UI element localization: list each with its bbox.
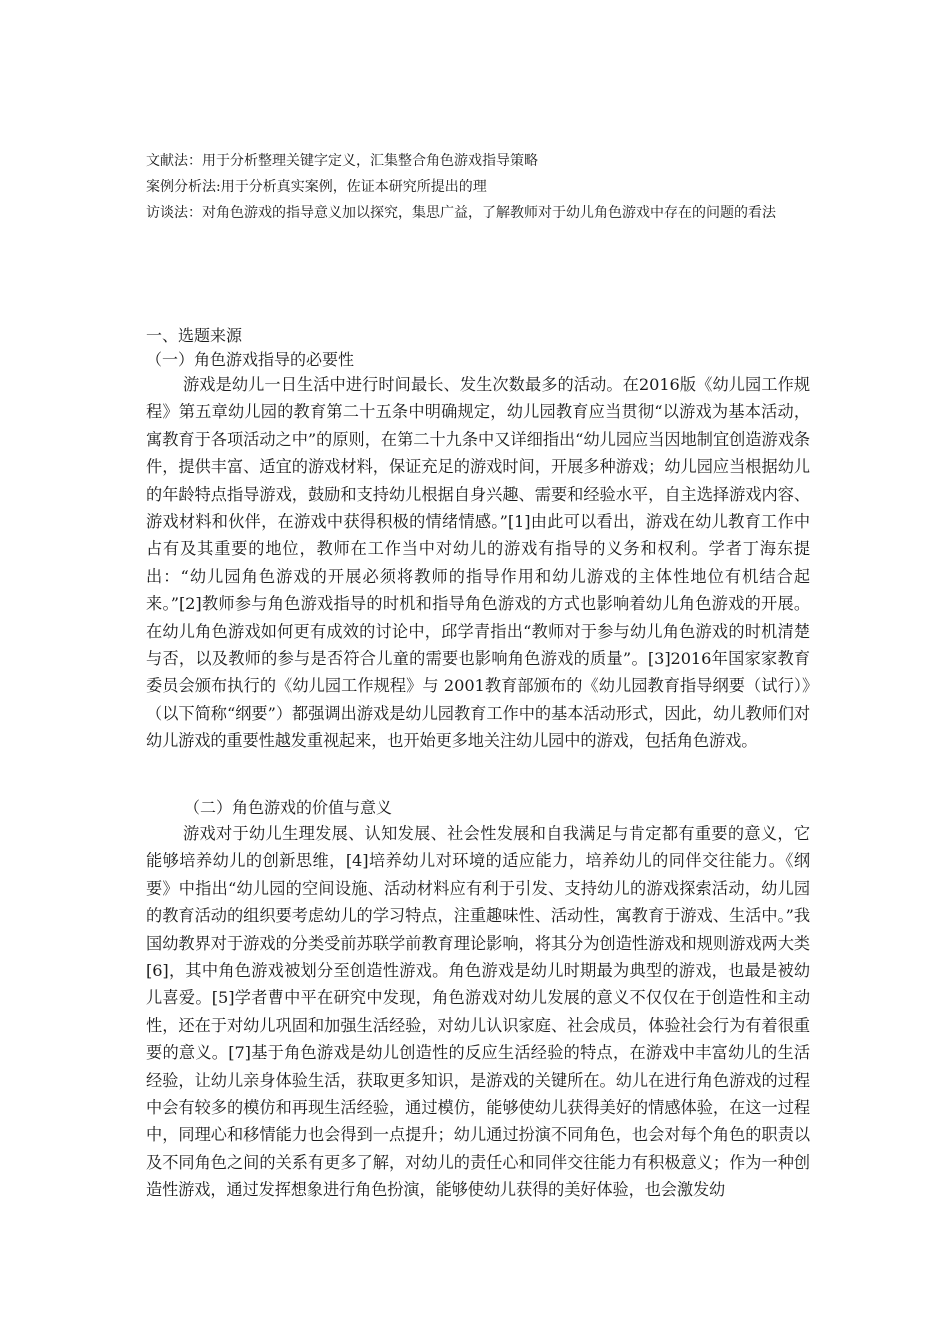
subsection-title-necessity: （一）角色游戏指导的必要性	[146, 350, 355, 369]
method-interview: 访谈法：对角色游戏的指导意义加以探究，集思广益，了解教师对于幼儿角色游戏中存在的问题的看法	[146, 205, 776, 221]
section-title: 一、选题来源	[146, 326, 243, 345]
subsection-title-value: （二）角色游戏的价值与意义	[184, 798, 393, 817]
paragraph-value: 游戏对于幼儿生理发展、认知发展、社会性发展和自我满足与肯定都有重要的意义，它能够培养幼儿的创新思维，[4]培养幼儿对环境的适应能力，培养幼儿的同伴交往能力。《纲要》中指出“幼儿园的空间设施、活动材料应有利于引发、支持幼儿的游戏探索活动，幼儿园的教育活动的组织要考虑幼儿的学习特点，注重趣味性、活动性，寓教育于游戏、生活中。”我国幼教界对于游戏的分类受前苏联学前教育理论影响，将其分为创造性游戏和规则游戏两大类[6]，其中角色游戏被划分至创造性游戏。角色游戏是幼儿时期最为典型的游戏，也最是被幼儿喜爱。[5]学者曹中平在研究中发现，角色游戏对幼儿发展的意义不仅仅在于创造性和主动性，还在于对幼儿巩固和加强生活经验，对幼儿认识家庭、社会成员，体验社会行为有着很重要的意义。[7]基于角色游戏是幼儿创造性的反应生活经验的特点，在游戏中丰富幼儿的生活经验，让幼儿亲身体验生活，获取更多知识，是游戏的关键所在。幼儿在进行角色游戏的过程中会有较多的模仿和再现生活经验，通过模仿，能够使幼儿获得美好的情感体验，在这一过程中，同理心和移情能力也会得到一点提升；幼儿通过扮演不同角色，也会对每个角色的职责以及不同角色之间的关系有更多了解，对幼儿的责任心和同伴交往能力有积极意义；作为一种创造性游戏，通过发挥想象进行角色扮演，能够使幼儿获得的美好体验，也会激发幼	[146, 824, 810, 1200]
paragraph-necessity: 游戏是幼儿一日生活中进行时间最长、发生次数最多的活动。在2016版《幼儿园工作规程》第五章幼儿园的教育第二十五条中明确规定，幼儿园教育应当贯彻“以游戏为基本活动，寓教育于各项活动之中”的原则，在第二十九条中又详细指出“幼儿园应当因地制宜创造游戏条件，提供丰富、适宜的游戏材料，保证充足的游戏时间，开展多种游戏；幼儿园应当根据幼儿的年龄特点指导游戏，鼓励和支持幼儿根据自身兴趣、需要和经验水平，自主选择游戏内容、游戏材料和伙伴，在游戏中获得积极的情绪情感。”[1]由此可以看出，游戏在幼儿教育工作中占有及其重要的地位，教师在工作当中对幼儿的游戏有指导的义务和权利。学者丁海东提出：“幼儿园角色游戏的开展必须将教师的指导作用和幼儿游戏的主体性地位有机结合起来。”[2]教师参与角色游戏指导的时机和指导角色游戏的方式也影响着幼儿角色游戏的开展。在幼儿角色游戏如何更有成效的讨论中，邱学青指出“教师对于参与幼儿角色游戏的时机清楚与否，以及教师的参与是否符合儿童的需要也影响角色游戏的质量”。[3]2016年国家家教育委员会颁布执行的《幼儿园工作规程》与 2001教育部颁布的《幼儿园教育指导纲要（试行）》（以下简称“纲要”）都强调出游戏是幼儿园教育工作中的基本活动形式，因此，幼儿教师们对幼儿游戏的重要性越发重视起来，也开始更多地关注幼儿园中的游戏，包括角色游戏。	[146, 375, 810, 751]
method-literature: 文献法：用于分析整理关键字定义，汇集整合角色游戏指导策略	[146, 153, 538, 169]
method-case-analysis: 案例分析法:用于分析真实案例，佐证本研究所提出的理	[146, 179, 487, 195]
